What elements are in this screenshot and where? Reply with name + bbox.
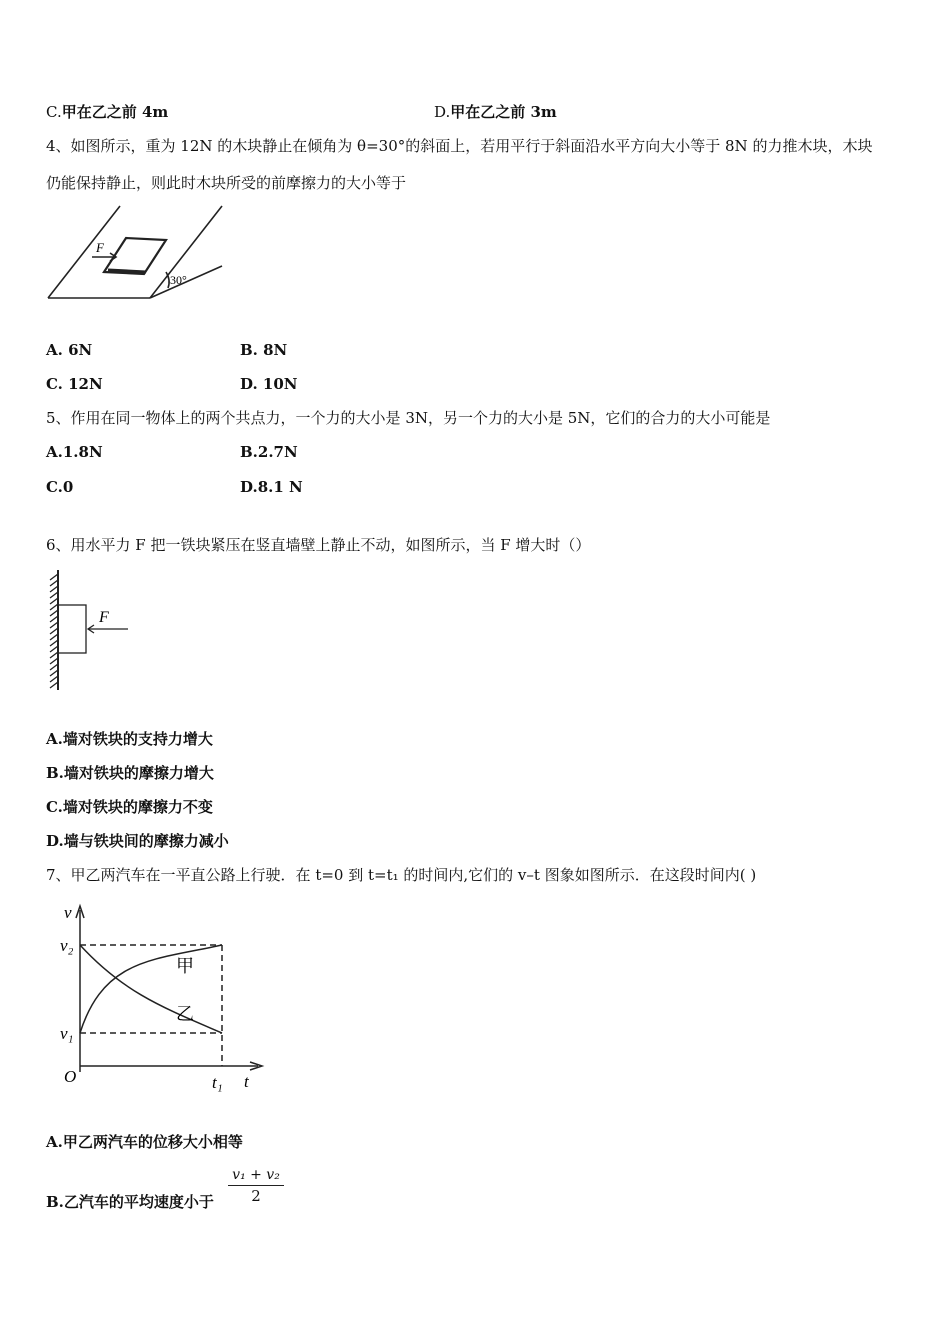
- q4-angle-label: 30°: [170, 273, 187, 287]
- incline-left-edge: [48, 206, 120, 298]
- q7-fraction-numerator: v₁ + v₂: [228, 1166, 284, 1186]
- iron-block: [58, 605, 86, 653]
- q5-option-d: D.8.1 N: [240, 478, 303, 496]
- q3-option-c-letter: C.: [46, 103, 62, 121]
- q3-option-d-text: 甲在乙之前 3m: [450, 103, 557, 121]
- q6-option-a: A.墙对铁块的支持力增大: [46, 730, 213, 748]
- q6-option-d: D.墙与铁块间的摩擦力减小: [46, 832, 229, 850]
- q5-option-b: B.2.7N: [240, 443, 298, 461]
- q4-option-c: C. 12N: [46, 375, 103, 393]
- curve-jia: [80, 945, 222, 1033]
- q4-force-label: F: [96, 240, 104, 255]
- q7-v2-label: v₂: [60, 936, 74, 955]
- q7-t-axis-label: t: [244, 1072, 249, 1091]
- q3-option-c: [46, 102, 168, 122]
- q7-v1-label: v₁: [60, 1024, 74, 1043]
- q7-vt-graph: [44, 898, 274, 1096]
- q4-option-b: B. 8N: [240, 341, 288, 359]
- q7-curve-jia-label: 甲: [176, 956, 194, 976]
- q7-option-a: A.甲乙两汽车的位移大小相等: [46, 1133, 243, 1151]
- q7-origin-label: O: [64, 1067, 77, 1086]
- q6-wall-figure: [44, 566, 138, 694]
- q5-option-a: A.1.8N: [46, 443, 103, 461]
- q7-curve-yi-label: 乙: [176, 1004, 194, 1024]
- wall-hatching: [50, 574, 58, 688]
- q6-stem: 6、用水平力 F 把一铁块紧压在竖直墙壁上静止不动，如图所示，当 F 增大时（）: [46, 536, 591, 554]
- q4-incline-figure: [44, 202, 226, 306]
- q5-option-c: C.0: [46, 478, 74, 496]
- q7-fraction: [228, 1166, 284, 1206]
- q6-force-label: F: [99, 609, 109, 626]
- q7-option-b: B.乙汽车的平均速度小于: [46, 1193, 214, 1211]
- q7-fraction-denominator: 2: [251, 1187, 261, 1205]
- curve-yi: [80, 945, 222, 1033]
- q7-t1-label: t₁: [212, 1073, 223, 1092]
- q3-option-d-letter: D.: [434, 103, 451, 121]
- q3-option-d: [434, 102, 557, 122]
- q6-option-c: C.墙对铁块的摩擦力不变: [46, 798, 213, 816]
- q3-option-c-text: 甲在乙之前 4m: [61, 103, 169, 121]
- q7-stem: 7、甲乙两汽车在一平直公路上行驶．在 t=0 到 t=t₁ 的时间内,它们的 v–t 图象如图所示．在这段时间内( ): [46, 866, 757, 884]
- q7-v-axis-label: v: [64, 903, 72, 922]
- q4-stem-line2: 仍能保持静止，则此时木块所受的前摩擦力的大小等于: [46, 174, 407, 192]
- q6-option-b: B.墙对铁块的摩擦力增大: [46, 764, 214, 782]
- q4-stem-line1: 4、如图所示，重为 12N 的木块静止在倾角为 θ=30°的斜面上，若用平行于斜面沿水平方向大小等于 8N 的力推木块，木块: [46, 137, 873, 155]
- q5-stem: 5、作用在同一物体上的两个共点力，一个力的大小是 3N，另一个力的大小是 5N，它们的合力的大小可能是: [46, 409, 771, 427]
- q4-option-a: A. 6N: [46, 341, 93, 359]
- q4-option-d: D. 10N: [240, 375, 298, 393]
- wooden-block-shadow: [108, 270, 146, 272]
